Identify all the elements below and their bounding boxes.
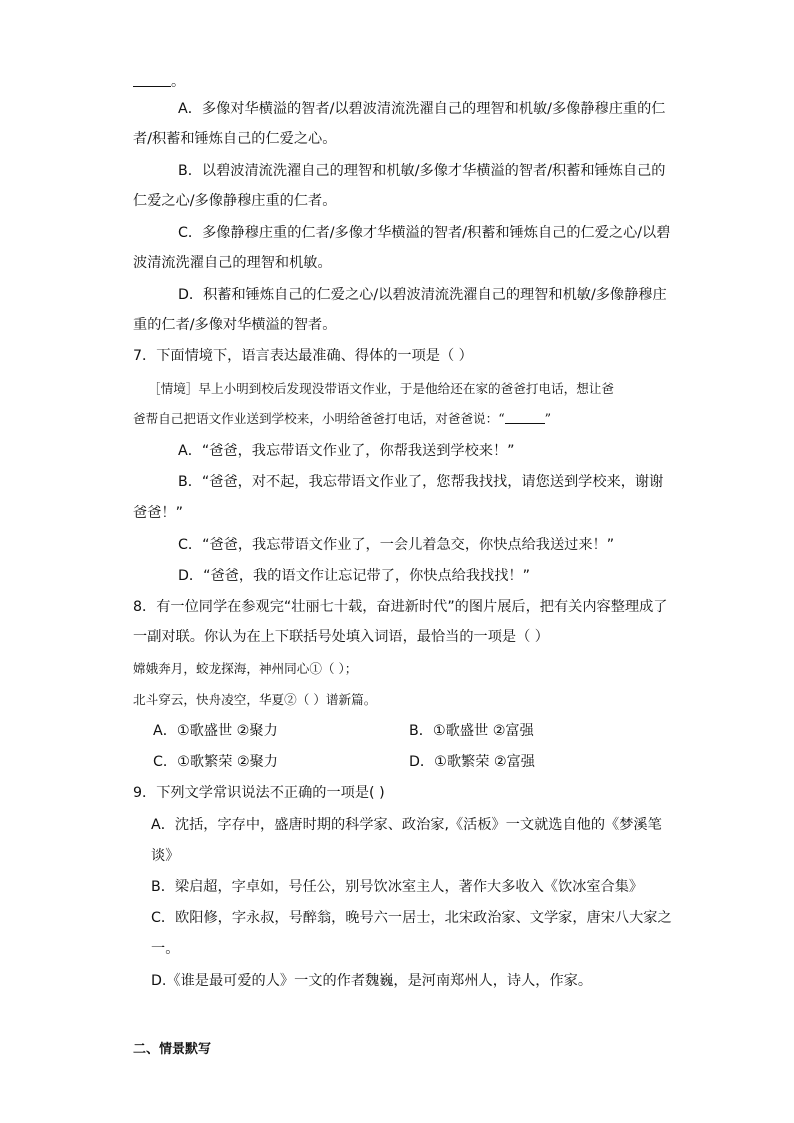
answer-blank xyxy=(133,72,171,87)
q6-option-a-line2: 者/积蓄和锤炼自己的仁爱之心。 xyxy=(133,131,337,147)
q6-option-c-line1: C．多像静穆庄重的仁者/多像才华横溢的智者/积蓄和锤炼自己的仁爱之心/以碧 xyxy=(178,225,671,241)
scenario-text: 爸帮自己把语文作业送到学校来，小明给爸爸打电话，对爸爸说：“ xyxy=(133,411,505,426)
q7-scenario-line1: ［情境］早上小明到校后发现没带语文作业，于是他给还在家的爸爸打电话，想让爸 xyxy=(148,381,614,396)
q6-option-a-line1: A．多像对华横溢的智者/以碧波清流洗濯自己的理智和机敏/多像静穆庄重的仁 xyxy=(178,101,666,117)
q8-couplet-lower: 北斗穿云，快舟凌空，华夏②（ ）谱新篇。 xyxy=(133,692,377,707)
q6-option-d-line2: 重的仁者/多像对华横溢的智者。 xyxy=(133,317,337,333)
q8-option-d: D．①歌繁荣 ②富强 xyxy=(409,754,535,770)
q6-option-d-line1: D．积蓄和锤炼自己的仁爱之心/以碧波清流洗濯自己的理智和机敏/多像静穆庄 xyxy=(178,287,667,303)
q8-couplet-upper: 嫦娥奔月，蛟龙探海，神州同心①（ ）； xyxy=(133,661,358,676)
q9-option-c-line2: 一。 xyxy=(151,941,180,957)
q7-option-b-line1: B．“爸爸，对不起，我忘带语文作业了，您帮我找找，请您送到学校来，谢谢 xyxy=(178,474,664,490)
answer-blank xyxy=(505,409,545,424)
q6-option-b-line2: 仁爱之心/多像静穆庄重的仁者。 xyxy=(133,193,337,209)
scenario-close-quote: ” xyxy=(544,411,552,426)
q7-stem: 7．下面情境下，语言表达最准确、得体的一项是（ ） xyxy=(133,348,473,364)
q7-scenario-line2 xyxy=(133,409,551,429)
q6-option-c-line2: 波清流洗濯自己的理智和机敏。 xyxy=(133,255,332,271)
section-title: 二、情景默写 xyxy=(133,1042,212,1057)
q8-option-a: A．①歌盛世 ②聚力 xyxy=(153,723,278,739)
q9-option-d: D.《谁是最可爱的人》一文的作者魏巍，是河南郑州人，诗人，作家。 xyxy=(151,973,593,989)
q8-option-c: C．①歌繁荣 ②聚力 xyxy=(153,754,278,770)
q9-option-b: B．梁启超，字卓如，号任公，别号饮冰室主人，著作大多收入《饮冰室合集》 xyxy=(151,879,644,895)
q8-option-b: B．①歌盛世 ②富强 xyxy=(409,723,534,739)
q7-option-b-line2: 爸爸！” xyxy=(133,505,183,521)
q6-option-b-line1: B．以碧波清流洗濯自己的理智和机敏/多像才华横溢的智者/积蓄和锤炼自己的 xyxy=(178,163,666,179)
q7-option-c: C．“爸爸，我忘带语文作业了，一会儿着急交，你快点给我送过来！” xyxy=(178,537,615,553)
q8-stem-line1: 8．有一位同学在参观完“壮丽七十载，奋进新时代”的图片展后，把有关内容整理成了 xyxy=(133,599,668,615)
q9-option-a-line1: A．沈括，字存中，盛唐时期的科学家、政治家,《活板》一文就选自他的《梦溪笔 xyxy=(151,817,662,833)
q9-option-c-line1: C．欧阳修，字永叔，号醉翁，晚号六一居士，北宋政治家、文学家，唐宋八大家之 xyxy=(151,910,672,926)
q7-option-a: A．“爸爸，我忘带语文作业了，你帮我送到学校来！” xyxy=(178,443,515,459)
end-mark: 。 xyxy=(171,74,186,90)
q9-option-a-line2: 谈》 xyxy=(151,848,180,864)
q8-stem-line2: 一副对联。你认为在上下联括号处填入词语，最恰当的一项是（ ） xyxy=(133,629,549,645)
q9-stem: 9．下列文学常识说法不正确的一项是( ) xyxy=(133,785,385,801)
q6-answer-blank-line xyxy=(133,72,185,92)
q7-option-d: D．“爸爸，我的语文作让忘记带了，你快点给我找找！” xyxy=(178,568,530,584)
